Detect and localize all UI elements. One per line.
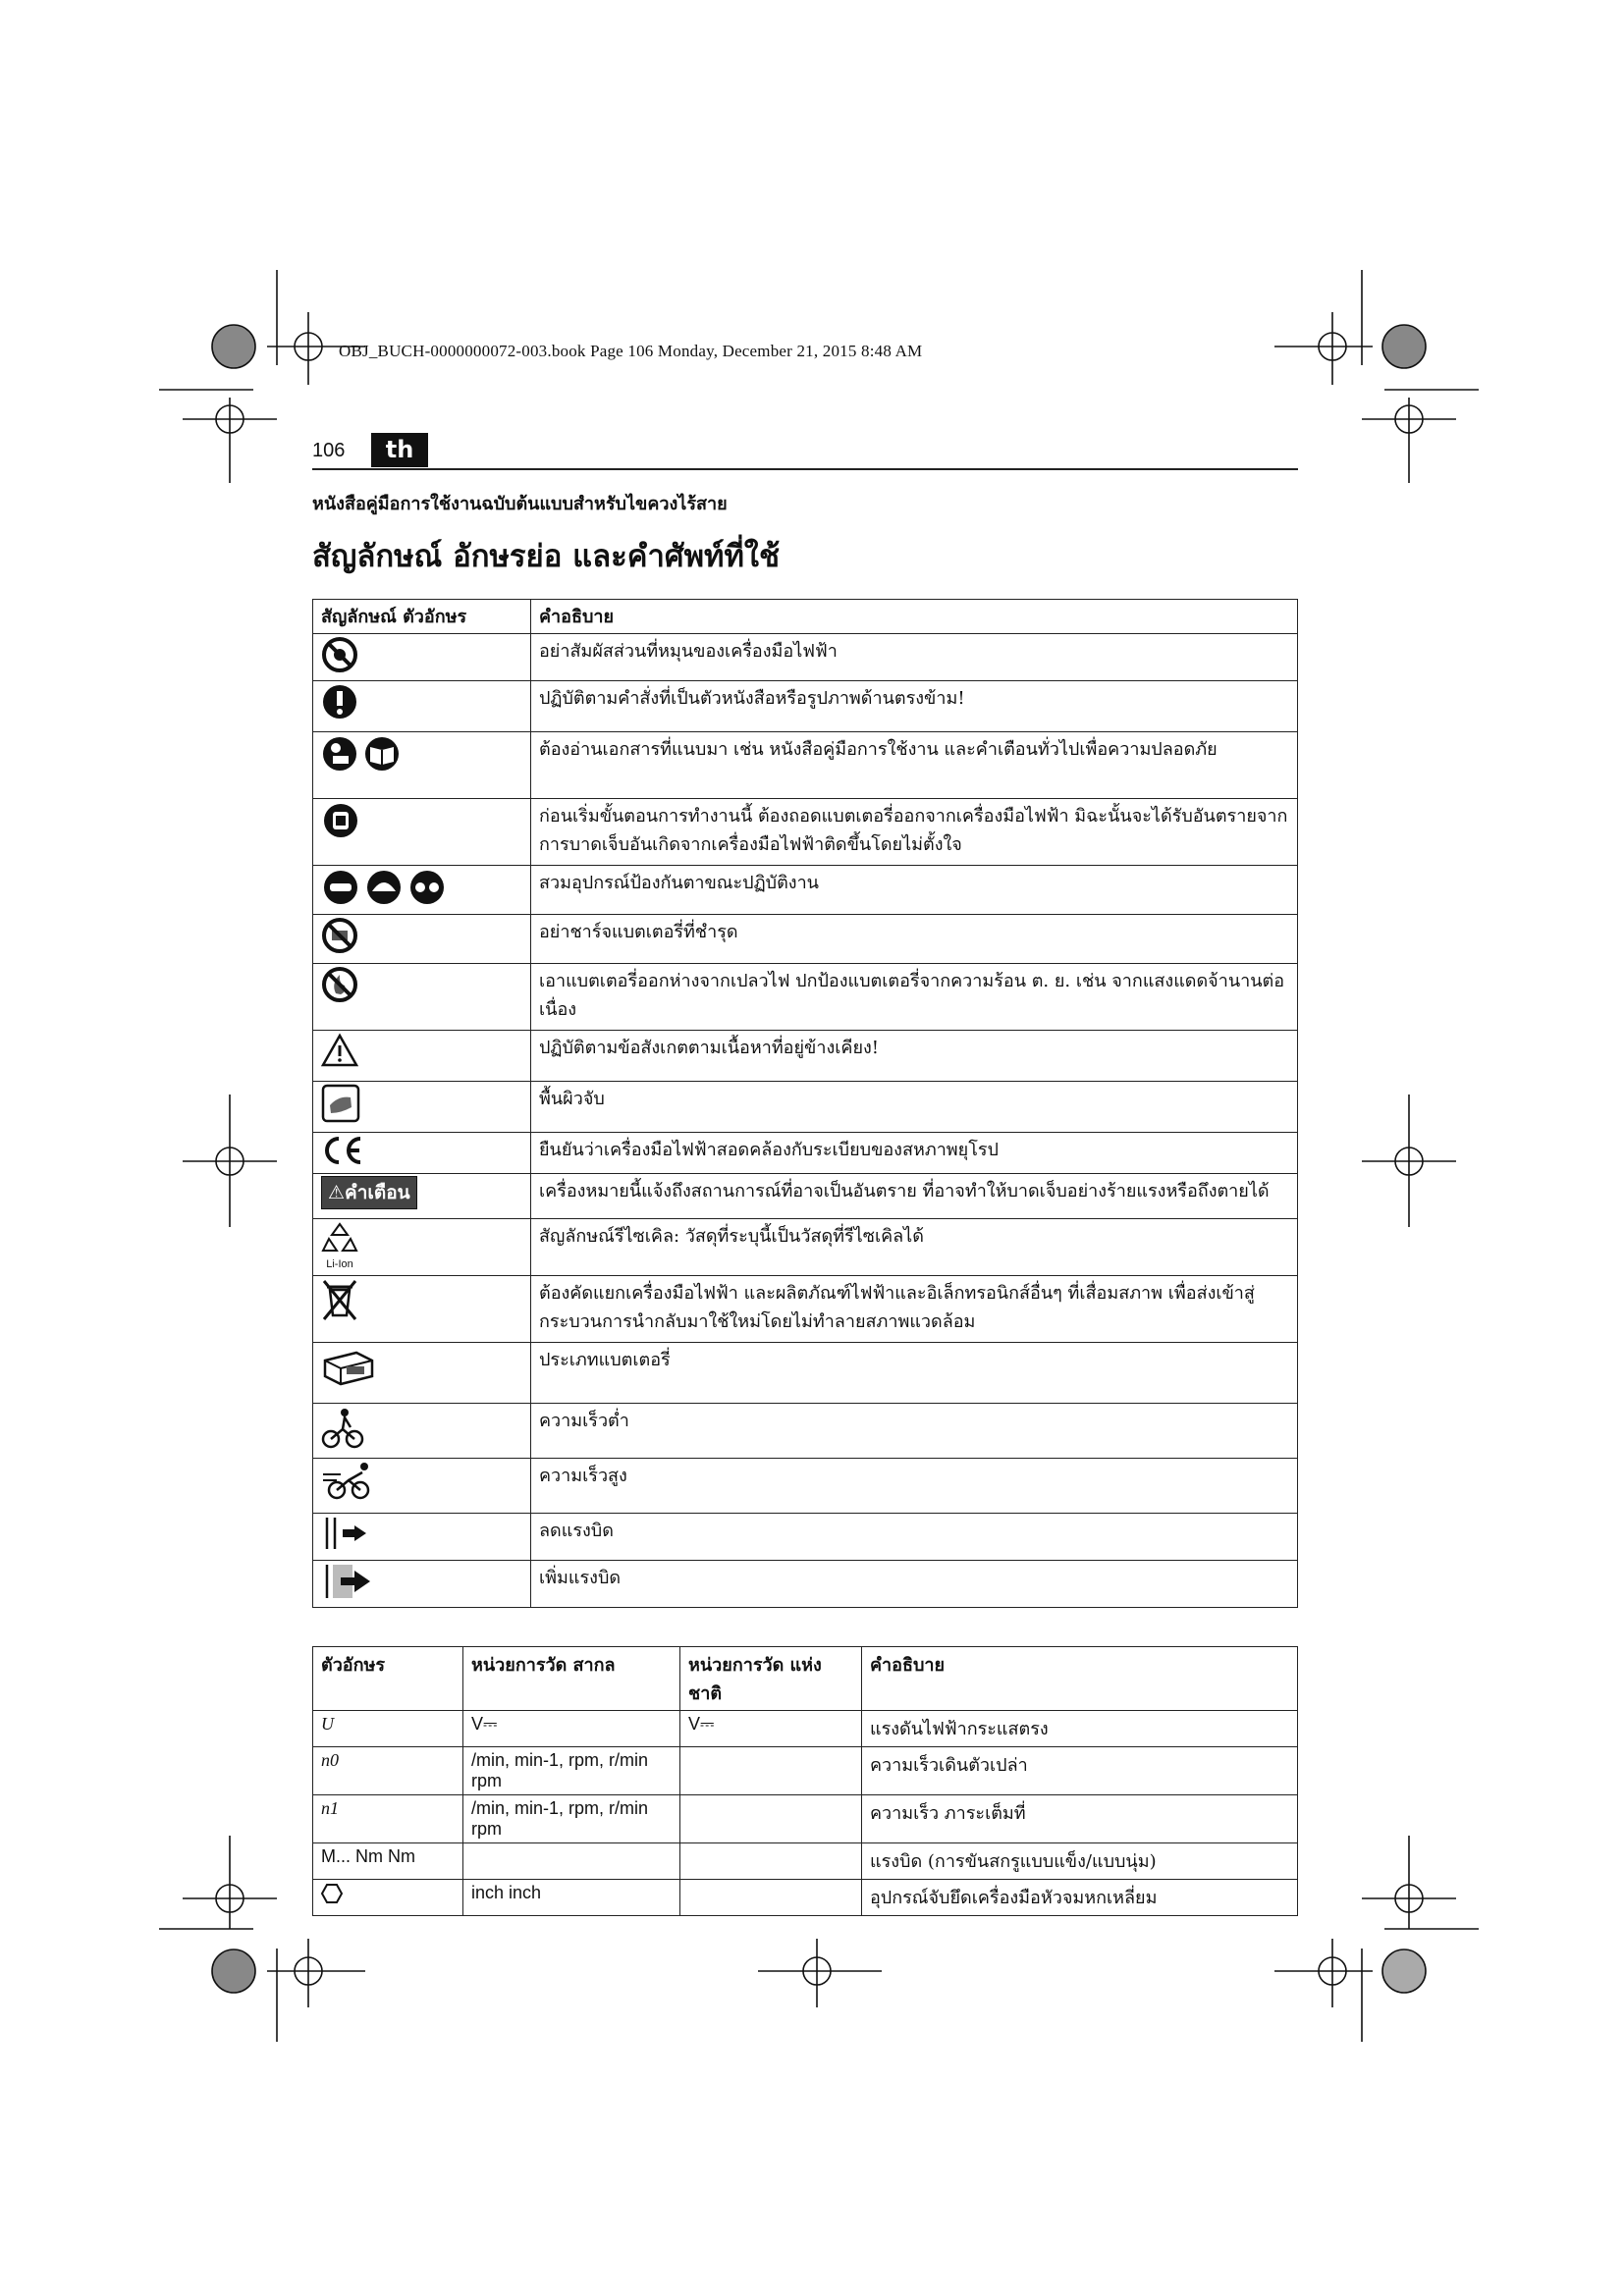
col-natl-unit: หน่วยการวัด แห่งชาติ bbox=[680, 1647, 862, 1711]
ce-mark-icon bbox=[321, 1135, 364, 1171]
table-row: inch inch อุปกรณ์จับยึดเครื่องมือหัวจมหกเหลี่ยม bbox=[313, 1880, 1298, 1916]
recycle-li-ion-icon bbox=[321, 1221, 358, 1270]
table-row: สวมอุปกรณ์ป้องกันตาขณะปฏิบัติงาน bbox=[313, 866, 1298, 915]
language-tag: th bbox=[371, 433, 428, 467]
table-row: ความเร็วต่ำ bbox=[313, 1404, 1298, 1459]
col-symbol: สัญลักษณ์ ตัวอักษร bbox=[313, 600, 531, 634]
table-row: ต้องคัดแยกเครื่องมือไฟฟ้า และผลิตภัณฑ์ไฟฟ้าและอิเล็กทรอนิกส์อื่นๆ ที่เสื่อมสภาพ เพื่อส่งเข้าสู่กระบวนการนำกลับมาใช้ใหม่โดยไม่ทำลายสภาพแวดล้อม bbox=[313, 1276, 1298, 1343]
battery-pack-icon bbox=[321, 1345, 376, 1393]
table-row: ประเภทแบตเตอรี่ bbox=[313, 1343, 1298, 1404]
hex-icon bbox=[321, 1883, 343, 1909]
table-row: ความเร็วสูง bbox=[313, 1459, 1298, 1514]
table-row: อย่าชาร์จแบตเตอรี่ที่ชำรุด bbox=[313, 915, 1298, 964]
table-row: ปฏิบัติตามข้อสังเกตตามเนื้อหาที่อยู่ข้างเคียง! bbox=[313, 1031, 1298, 1082]
grip-surface-icon bbox=[321, 1084, 360, 1128]
warning-badge: ⚠คำเตือน bbox=[321, 1176, 417, 1209]
table-row: ต้องอ่านเอกสารที่แนบมา เช่น หนังสือคู่มือการใช้งาน และคำเตือนทั่วไปเพื่อความปลอดภัย bbox=[313, 732, 1298, 799]
table-row: เอาแบตเตอรี่ออกห่างจากเปลวไฟ ปกป้องแบตเตอรี่จากความร้อน ต. ย. เช่น จากแสงแดดจ้านานต่อเนื่อง bbox=[313, 964, 1298, 1031]
read-manual-icon bbox=[321, 734, 404, 778]
li-ion-label: Li-Ion bbox=[326, 1258, 353, 1270]
table-row: n1 /min, min-1, rpm, r/min rpm ความเร็ว ภาระเต็มที่ bbox=[313, 1795, 1298, 1843]
high-speed-icon bbox=[321, 1461, 374, 1507]
units-table-header bbox=[313, 1647, 1298, 1711]
symbols-table-header bbox=[313, 600, 1298, 634]
table-row: ⚠คำเตือน เครื่องหมายนี้แจ้งถึงสถานการณ์ที่อาจเป็นอันตราย ที่อาจทำให้บาดเจ็บอย่างร้ายแรงหรือถึงตายได้ bbox=[313, 1174, 1298, 1219]
section-heading: สัญลักษณ์ อักษรย่อ และคำศัพท์ที่ใช้ bbox=[312, 539, 781, 574]
no-charge-damaged-battery-icon bbox=[321, 917, 358, 959]
col-description: คำอธิบาย bbox=[531, 600, 1298, 634]
protective-equipment-icons bbox=[321, 868, 451, 912]
page-number: 106 bbox=[312, 440, 346, 461]
table-row: พื้นผิวจับ bbox=[313, 1082, 1298, 1133]
file-slug: OBJ_BUCH-0000000072-003.book Page 106 Monday, December 21, 2015 8:48 AM bbox=[339, 342, 923, 360]
table-row: ลดแรงบิด bbox=[313, 1514, 1298, 1561]
col-intl-unit: หน่วยการวัด สากล bbox=[463, 1647, 680, 1711]
units-table bbox=[312, 1646, 1298, 1916]
table-row: Li-Ion สัญลักษณ์รีไซเคิล: วัสดุที่ระบุนี้เป็นวัสดุที่รีไซเคิลได้ bbox=[313, 1219, 1298, 1276]
low-speed-icon bbox=[321, 1406, 364, 1454]
keep-battery-from-heat-icon bbox=[321, 966, 358, 1008]
col-letter: ตัวอักษร bbox=[313, 1647, 463, 1711]
table-row: ก่อนเริ่มขั้นตอนการทำงานนี้ ต้องถอดแบตเตอรี่ออกจากเครื่องมือไฟฟ้า มิฉะนั้นจะได้รับอันตรายจากการบาดเจ็บอันเกิดจากเครื่องมือไฟฟ้าติดขึ้นโดยไม่ตั้งใจ bbox=[313, 799, 1298, 866]
no-touch-rotating-icon bbox=[321, 636, 358, 678]
header-rule bbox=[312, 468, 1298, 470]
torque-increase-icon bbox=[321, 1563, 376, 1605]
col-desc: คำอธิบาย bbox=[862, 1647, 1298, 1711]
warning-triangle-icon bbox=[321, 1033, 358, 1073]
table-row: อย่าสัมผัสส่วนที่หมุนของเครื่องมือไฟฟ้า bbox=[313, 634, 1298, 681]
mandatory-instruction-icon bbox=[321, 683, 358, 725]
table-row: n0 /min, min-1, rpm, r/min rpm ความเร็วเดินตัวเปล่า bbox=[313, 1747, 1298, 1795]
symbols-table bbox=[312, 599, 1298, 1608]
document-subtitle: หนังสือคู่มือการใช้งานฉบับต้นแบบสำหรับไขควงไร้สาย bbox=[312, 494, 728, 514]
table-row: M... Nm Nm แรงบิด (การขันสกรูแบบแข็ง/แบบนุ่ม) bbox=[313, 1843, 1298, 1880]
table-row: U V⎓ V⎓ แรงดันไฟฟ้ากระแสตรง bbox=[313, 1711, 1298, 1747]
table-row: ปฏิบัติตามคำสั่งที่เป็นตัวหนังสือหรือรูปภาพด้านตรงข้าม! bbox=[313, 681, 1298, 732]
remove-battery-icon bbox=[321, 801, 360, 845]
torque-decrease-icon bbox=[321, 1516, 370, 1556]
table-row: ยืนยันว่าเครื่องมือไฟฟ้าสอดคล้องกับระเบียบของสหภาพยุโรป bbox=[313, 1133, 1298, 1174]
crossed-bin-icon bbox=[321, 1278, 358, 1326]
table-row: เพิ่มแรงบิด bbox=[313, 1561, 1298, 1608]
